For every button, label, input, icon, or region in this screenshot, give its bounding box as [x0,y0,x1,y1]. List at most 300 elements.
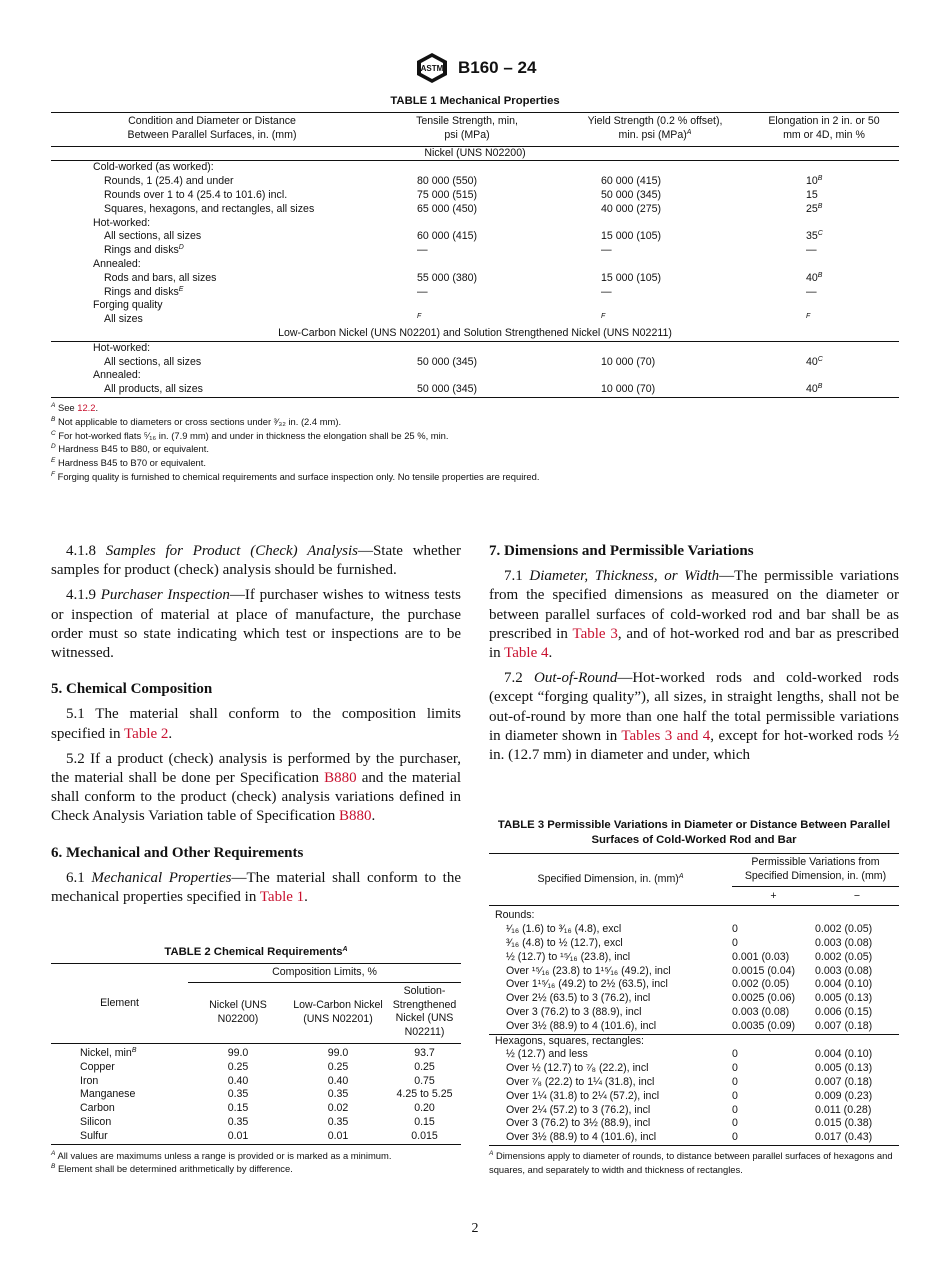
composition-value: 0.20 [414,1102,435,1115]
tensile-cell [373,230,561,244]
footnote [51,456,899,470]
elongation-cell [749,217,899,231]
group-header-row [489,906,899,923]
yield-cell [561,369,749,383]
row-label [51,341,373,355]
footnote-text: For hot-worked flats ⁵⁄₁₆ in. (7.9 mm) and under in thickness the elongation shall be 25 %, min. [58,429,449,441]
footnote-ref: F [601,313,606,321]
elongation-cell [749,383,899,397]
table-2-caption: TABLE 2 Chemical Requirements$^A$ [164,946,348,958]
footnote-ref: B [817,383,823,391]
element-text: Sulfur [80,1129,108,1142]
footnote-text: All values are maximums unless a range is provided or is marked as a minimum. [57,1149,392,1161]
row-label-text: Rods and bars, all sizes [104,271,217,284]
tensile-value: 50 000 (345) [417,383,478,396]
minus-variation: 0.005 (0.13) [815,992,873,1005]
link-b880[interactable]: B880 [324,770,357,787]
footnote-key: B [51,1163,56,1171]
yield-cell [561,272,749,286]
minus-variation: 0.011 (0.28) [815,1103,872,1116]
tensile-cell [373,189,561,203]
footnote-ref: E [178,285,184,293]
table-row [489,965,899,979]
plus-variation: 0 [732,1075,738,1088]
composition-value: 0.02 [327,1102,349,1115]
section-title: Nickel (UNS N02200) [51,146,899,161]
yield-cell [561,217,749,231]
page-header [0,52,950,84]
row-label-text: All sections, all sizes [104,230,202,243]
minus-variation: 0.003 (0.08) [815,936,873,949]
tensile-value: — [417,285,428,298]
table-row [51,356,899,370]
col-header-n02211: Solution-Strengthened Nickel (UNS N02211) [388,982,461,1043]
link-section-12-2[interactable]: 12.2 [77,401,96,413]
elongation-cell [749,313,899,327]
composition-value: 0.25 [327,1060,349,1073]
dimension-range: Over 3½ (88.9) to 4 (101.6), incl [489,1131,732,1145]
col-header-permissible-variations: Permissible Variations from Specified Dimension, in. (mm) [732,854,899,887]
footnote-ref: C [817,355,823,363]
minus-variation: 0.015 (0.38) [815,1117,873,1130]
elongation-value: 15 [806,188,818,201]
yield-cell [561,356,749,370]
link-table-4[interactable]: Table 4 [504,645,549,662]
elongation-value: 40 [806,383,818,396]
plus-variation: 0 [732,1048,738,1061]
footnote-key: E [51,457,56,465]
tensile-value: 80 000 (550) [417,175,478,188]
table-row [489,1131,899,1145]
col-header-element: Element [51,964,188,1044]
composition-value: 0.25 [414,1060,435,1073]
table-1 [51,112,899,398]
elongation-cell [749,299,899,313]
table-row [489,1090,899,1104]
yield-cell [561,175,749,189]
tensile-cell [373,286,561,300]
table-section-header [51,146,899,161]
table-row [51,258,899,272]
footnote-key: A [51,401,56,409]
row-label [51,356,373,370]
table-2-chemical-requirements [51,946,461,1176]
plus-variation: 0.002 (0.05) [732,978,790,991]
element-name [51,1061,188,1075]
tensile-cell [373,313,561,327]
elongation-value: 40 [806,355,818,368]
row-label [51,175,373,189]
col-header-n02201: Low-Carbon Nickel (UNS N02201) [288,982,388,1043]
paragraph-5-2: 5.2 If a product (check) analysis is performed by the purchaser, the material shall be done per Specification B880 and the material shall conform to the product (check) analysis variations defined in Check Analysis Variation table of Specification B880. [51,750,462,825]
col-header-condition: Condition and Diameter or Distance Between Parallel Surfaces, in. (mm) [51,113,373,147]
yield-cell [561,258,749,272]
table-2-body [51,1043,461,1144]
astm-logo-icon [414,52,450,84]
composition-value: 0.35 [227,1115,249,1128]
plus-variation: 0 [732,1117,738,1130]
row-label [51,203,373,217]
footnote-key: B [51,415,56,423]
link-table-1[interactable]: Table 1 [259,889,305,906]
elongation-cell [749,189,899,203]
table-row [51,203,899,217]
tensile-cell [373,175,561,189]
table-row [51,272,899,286]
section-title: Low-Carbon Nickel (UNS N02201) and Solution Strengthened Nickel (UNS N02211) [51,327,899,341]
table-row [489,1048,899,1062]
table-row [489,1104,899,1118]
table-3-permissible-variations [489,818,899,1177]
yield-cell [561,230,749,244]
standard-designation: B160 – 24 [458,58,537,77]
elongation-value: 25 [806,202,818,215]
group-title: Rounds: [495,909,535,922]
table-row [51,286,899,300]
plus-variation: 0 [732,1103,738,1116]
minus-variation: 0.002 (0.05) [815,923,873,936]
elongation-value: — [806,244,817,257]
elongation-cell [749,258,899,272]
footnote [51,442,899,456]
dimension-range: Over ½ (12.7) to ⁷⁄₈ (22.2), incl [506,1062,649,1075]
link-table-3[interactable]: Table 3 [572,625,618,642]
minus-variation: 0.004 (0.10) [815,1048,873,1061]
yield-cell [561,383,749,397]
minus-variation: 0.005 (0.13) [815,1062,873,1075]
footnote-ref: B [817,271,823,279]
element-text: Iron [80,1074,99,1087]
dimension-range: Over 3 (76.2) to 3 (88.9), incl [506,1005,642,1018]
element-name [51,1043,188,1060]
table-row [489,1020,899,1034]
row-label-text: Rings and disks [104,285,179,298]
yield-value: 50 000 (345) [601,188,662,201]
element-text: Nickel, min [80,1046,132,1059]
composition-value: 0.01 [188,1130,288,1144]
table-row [489,923,899,937]
footnote-text: Hardness B45 to B70 or equivalent. [57,457,206,469]
row-label [51,161,373,175]
plus-variation: 0.003 (0.08) [732,1005,790,1018]
row-label-text: Cold-worked (as worked): [93,161,214,174]
footnote [51,429,899,443]
table-row [51,1116,461,1130]
minus-variation: 0.017 (0.43) [815,1131,899,1145]
row-label [51,244,373,258]
group-title: Hexagons, squares, rectangles: [495,1034,644,1047]
tensile-value: 65 000 (450) [417,202,478,215]
table-row [51,217,899,231]
footnote-ref: F [417,313,422,321]
table-row [51,244,899,258]
dimension-range: Over 2¼ (57.2) to 3 (76.2), incl [506,1103,651,1116]
elongation-value: 40 [806,271,818,284]
table-row [51,1130,461,1144]
link-b880-2[interactable]: B880 [339,808,372,825]
footnote-ref: B [817,202,823,210]
dimension-range: Over ¹⁵⁄₁₆ (23.8) to 1¹⁵⁄₁₆ (49.2), incl [506,964,671,977]
composition-value: 0.15 [414,1115,435,1128]
element-text: Silicon [80,1115,112,1128]
table-row [51,341,899,355]
col-header-composition-limits: Composition Limits, % [188,964,461,983]
row-label-text: Rounds over 1 to 4 (25.4 to 101.6) incl. [104,188,288,201]
elongation-cell [749,286,899,300]
footnote [51,470,899,484]
table-row [51,383,899,397]
table-row [51,189,899,203]
minus-variation: 0.002 (0.05) [815,950,873,963]
row-label [51,299,373,313]
col-header-tensile: Tensile Strength, min, psi (MPa) [373,113,561,147]
footnote-text: Forging quality is furnished to chemical requirements and surface inspection only. No tensile properties are required. [57,470,540,482]
yield-cell [561,341,749,355]
table-3-body [489,906,899,1146]
table-row [489,1006,899,1020]
composition-value: 93.7 [414,1046,435,1059]
minus-variation: 0.004 (0.10) [815,978,873,991]
tensile-cell [373,299,561,313]
element-text: Copper [80,1060,115,1073]
row-label-text: Squares, hexagons, and rectangles, all sizes [104,202,315,215]
tensile-cell [373,217,561,231]
row-label [51,286,373,300]
tensile-value: 75 000 (515) [417,188,478,201]
table-1-body [51,146,899,397]
table-section-header [51,327,899,341]
composition-value: 0.15 [227,1102,249,1115]
table-row [51,161,899,175]
table-2-footnotes [51,1149,461,1177]
tensile-value: 60 000 (415) [417,230,478,243]
yield-value: 40 000 (275) [601,202,662,215]
right-column-text [489,542,899,771]
footnote-key: A [51,1149,56,1157]
elongation-cell [749,369,899,383]
yield-value: — [601,244,612,257]
paragraph-4-1-9: 4.1.9 Purchaser Inspection—If purchaser wishes to witness tests or inspection of material at place of manufacture, the purchase order must so state indicating which test or inspections are to be witnessed. [51,587,461,662]
row-label-text: Rounds, 1 (25.4) and under [104,175,234,188]
footnote-text: Element shall be determined arithmetically by difference. [57,1163,293,1175]
footnote-key: F [51,470,55,478]
plus-variation: 0 [732,1062,738,1075]
element-name [51,1116,188,1130]
element-name [51,1102,188,1116]
element-text: Manganese [80,1088,136,1101]
yield-value: 15 000 (105) [601,271,662,284]
footnote-ref: B [131,1046,137,1054]
footnote-key: C [51,429,56,437]
table-row [51,230,899,244]
row-label [51,369,373,383]
element-name [51,1088,188,1102]
footnote-ref: C [817,230,823,238]
table-3-footnote: $^A$ Dimensions apply to diameter of rounds, to distance between parallel surfaces of hexagons and squares, and separately to width and thickness of rectangles. [489,1149,893,1175]
footnote-ref: B [817,175,823,183]
dimension-range: Over 1¹⁵⁄₁₆ (49.2) to 2½ (63.5), incl [506,978,668,991]
footnote-text: See [57,401,78,413]
table-row [489,1076,899,1090]
plus-variation: 0 [732,1131,815,1145]
dimension-range: Over 2½ (63.5) to 3 (76.2), incl [506,992,651,1005]
table-1-mechanical-properties [51,95,899,484]
tensile-cell [373,272,561,286]
col-header-specified-dimension: Specified Dimension, in. (mm)$^A$ [489,854,732,906]
table-3 [489,853,899,1146]
composition-value: 0.015 [388,1130,461,1144]
minus-variation: 0.003 (0.08) [815,964,873,977]
row-label-text: Forging quality [93,299,163,312]
table-row [51,1075,461,1089]
tensile-cell [373,356,561,370]
paragraph-6-1: 6.1 Mechanical Properties—The material shall conform to the mechanical properties specified in Table 1. [51,869,461,906]
yield-value: 60 000 (415) [601,175,662,188]
row-label-text: All sizes [104,313,143,326]
elongation-cell [749,356,899,370]
tensile-value: 55 000 (380) [417,271,478,284]
dimension-range: ½ (12.7) to ¹⁵⁄₁₆ (23.8), incl [506,950,631,963]
row-label-text: All sections, all sizes [104,355,202,368]
elongation-cell [749,230,899,244]
tensile-cell [373,258,561,272]
row-label [51,230,373,244]
footnote [51,1162,461,1176]
plus-variation: 0.001 (0.03) [732,950,790,963]
table-row [489,992,899,1006]
footnote-text: Hardness B45 to B80, or equivalent. [58,443,209,455]
left-column-text [51,542,461,913]
tensile-cell [373,341,561,355]
paragraph-4-1-8: 4.1.8 Samples for Product (Check) Analysis—State whether samples for product (check) analysis should be furnished. [51,543,462,579]
elongation-value: 35 [806,230,818,243]
section-6-heading: 6. Mechanical and Other Requirements [51,844,304,861]
yield-value: 10 000 (70) [601,383,656,396]
elongation-value: 10 [806,175,818,188]
table-row [51,1043,461,1060]
tensile-cell [373,244,561,258]
footnote-text: . [95,401,99,413]
composition-value: 0.40 [227,1074,249,1087]
dimension-range: Over ⁷⁄₈ (22.2) to 1¼ (31.8), incl [506,1075,655,1088]
tensile-value: — [417,244,428,257]
minus-variation: 0.006 (0.15) [815,1005,873,1018]
footnote-text: Not applicable to diameters or cross sections under ³⁄₃₂ in. (2.4 mm). [57,415,342,427]
table-row [51,313,899,327]
plus-variation: 0.0025 (0.06) [732,992,796,1005]
yield-cell [561,161,749,175]
table-1-caption: TABLE 1 Mechanical Properties [390,95,560,107]
elongation-cell [749,161,899,175]
composition-value: 0.35 [327,1115,349,1128]
plus-variation: 0.0015 (0.04) [732,964,796,977]
yield-cell [561,189,749,203]
yield-cell [561,299,749,313]
elongation-cell [749,175,899,189]
minus-variation: 0.007 (0.18) [815,1020,899,1034]
composition-value: 99.0 [327,1046,349,1059]
tensile-cell [373,369,561,383]
composition-value: 0.25 [227,1060,249,1073]
table-3-caption: TABLE 3 Permissible Variations in Diameter or Distance Between Parallel Surfaces of Cold-Worked Rod and Bar [497,819,891,846]
element-text: Carbon [80,1102,115,1115]
table-row [489,1117,899,1131]
table-row [51,1088,461,1102]
tensile-value: 50 000 (345) [417,355,478,368]
yield-cell [561,244,749,258]
tensile-cell [373,383,561,397]
plus-variation: 0 [732,1089,738,1102]
footnote-ref: F [806,313,811,321]
svg-text:ASTM: ASTM [420,64,443,73]
footnote [51,1149,461,1163]
footnote-key: D [51,443,56,451]
yield-value: 10 000 (70) [601,355,656,368]
table-row [489,1062,899,1076]
table-row [51,1061,461,1075]
element-name [51,1130,188,1144]
group-header-row [489,1034,899,1048]
table-1-footnotes [51,401,899,484]
elongation-cell [749,272,899,286]
yield-cell [561,313,749,327]
row-label-text: All products, all sizes [104,383,203,396]
elongation-cell [749,341,899,355]
tensile-cell [373,161,561,175]
section-7-heading: 7. Dimensions and Permissible Variations [489,543,754,559]
link-tables-3-and-4[interactable]: Tables 3 and 4 [621,727,711,744]
row-label-text: Rings and disks [104,244,179,257]
plus-variation: 0.0035 (0.09) [732,1020,815,1034]
section-5-heading: 5. Chemical Composition [51,681,213,698]
link-table-2[interactable]: Table 2 [124,725,169,742]
row-label [51,383,373,397]
page-number: 2 [471,1221,479,1236]
plus-variation: 0 [732,936,738,949]
elongation-cell [749,244,899,258]
row-label-text: Hot-worked: [93,341,151,354]
composition-value: 0.35 [227,1088,249,1101]
dimension-range: Over 3 (76.2) to 3½ (88.9), incl [506,1117,651,1130]
row-label-text: Annealed: [93,369,141,382]
col-header-n02200: Nickel (UNS N02200) [188,982,288,1043]
paragraph-7-1: 7.1 Diameter, Thickness, or Width—The permissible variations from the specified dimensions as measured on the diameter or between parallel surfaces of cold-worked rod and bar shall be as prescribed in Table 3, and of hot-worked rod and bar as prescribed in Table 4. [489,568,899,662]
tensile-cell [373,203,561,217]
row-label [51,217,373,231]
composition-value: 99.0 [227,1046,249,1059]
dimension-range: Over 1¼ (31.8) to 2¼ (57.2), incl [506,1089,660,1102]
table-row [51,299,899,313]
col-header-yield: Yield Strength (0.2 % offset), min. psi (MPa)$^A$ [561,113,749,147]
row-label-text: Annealed: [93,257,141,270]
dimension-range: ¹⁄₁₆ (1.6) to ³⁄₁₆ (4.8), excl [506,923,622,936]
footnote [51,401,899,415]
paragraph-5-1: 5.1 The material shall conform to the composition limits specified in Table 2. [51,706,461,742]
row-label [51,313,373,327]
table-row [489,978,899,992]
col-header-plus: + [732,886,815,906]
table-row [51,1102,461,1116]
dimension-range: Over 3½ (88.9) to 4 (101.6), incl [489,1020,732,1034]
col-header-minus: − [815,886,899,906]
yield-cell [561,286,749,300]
row-label [51,189,373,203]
footnote-ref: D [178,244,184,252]
minus-variation: 0.007 (0.18) [815,1075,873,1088]
table-2 [51,963,461,1145]
row-label [51,272,373,286]
composition-value: 0.35 [327,1088,349,1101]
